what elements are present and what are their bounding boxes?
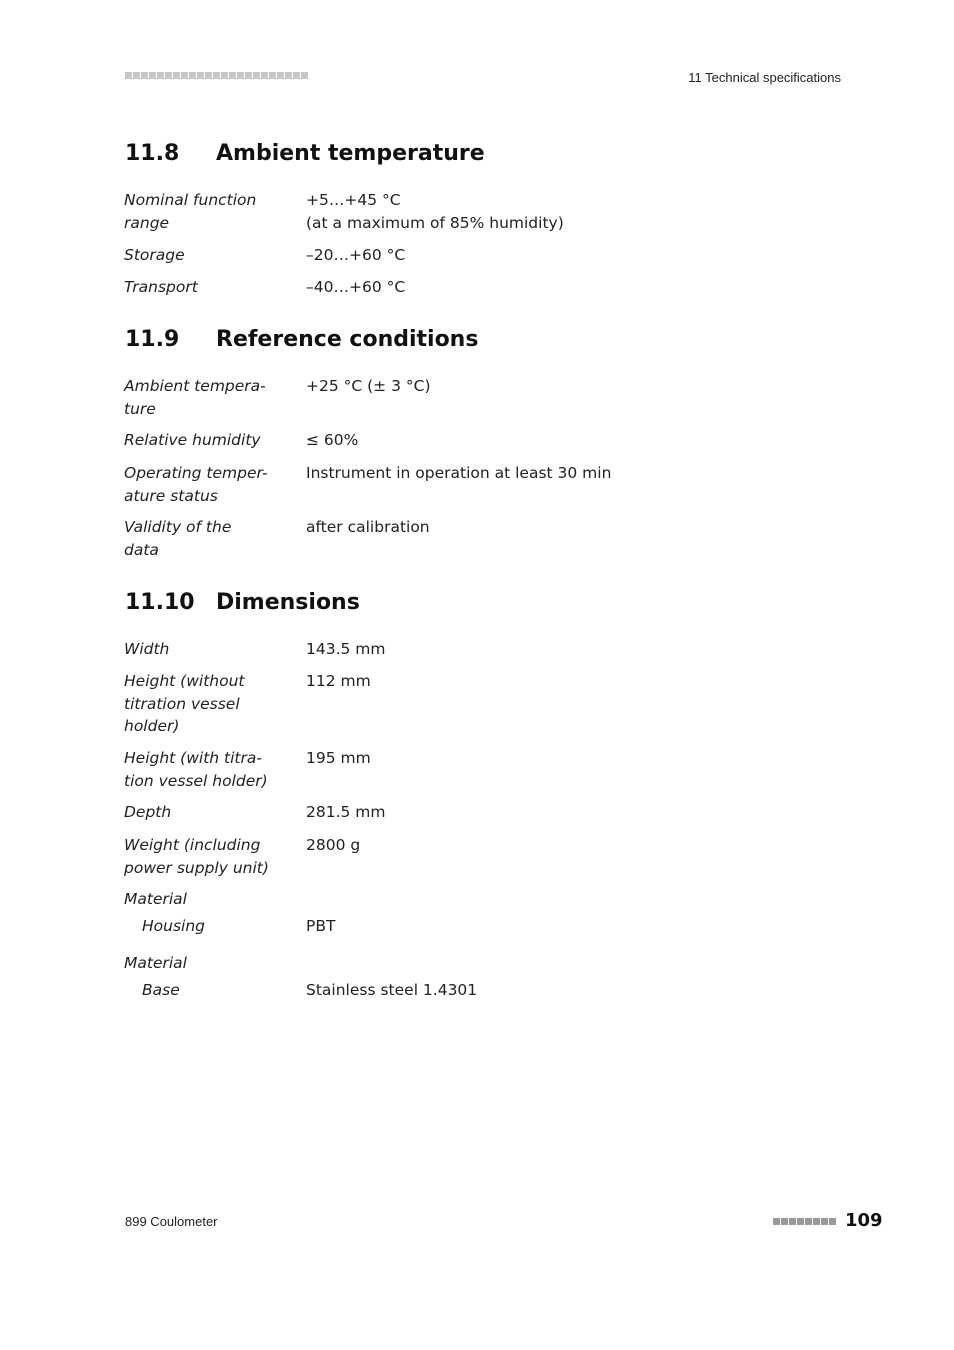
spec-label: Validity of the data [124, 518, 232, 559]
spec-label: Ambient tempera- ture [124, 377, 266, 418]
page-number: 109 [845, 1210, 883, 1231]
spec-value: after calibration [306, 518, 430, 536]
section-heading: Reference conditions [216, 327, 479, 352]
footer-decoration [773, 1218, 836, 1225]
spec-value: Instrument in operation at least 30 min [306, 464, 612, 482]
spec-value: 2800 g [306, 836, 361, 854]
header-decoration [125, 72, 308, 79]
spec-label: Material [124, 954, 187, 972]
spec-label: Height (without titration vessel holder) [124, 672, 245, 735]
spec-value: –20…+60 °C [306, 246, 406, 264]
section-number: 11.10 [125, 590, 195, 615]
section-heading: Ambient temperature [216, 141, 485, 166]
spec-value: PBT [306, 917, 336, 935]
spec-value: +25 °C (± 3 °C) [306, 377, 431, 395]
spec-value: –40…+60 °C [306, 278, 406, 296]
spec-value: 143.5 mm [306, 640, 386, 658]
section-number: 11.9 [125, 327, 180, 352]
section-number: 11.8 [125, 141, 180, 166]
section-title-reference-conditions [125, 327, 478, 352]
spec-value: ≤ 60% [306, 431, 359, 449]
spec-label: Nominal function range [124, 191, 257, 232]
spec-label: Operating temper- ature status [124, 464, 268, 505]
spec-label: Transport [124, 278, 198, 296]
spec-sublabel: Housing [142, 917, 206, 935]
spec-label: Storage [124, 246, 185, 264]
spec-label: Weight (including power supply unit) [124, 836, 269, 877]
spec-value: 112 mm [306, 672, 371, 690]
spec-label: Depth [124, 803, 172, 821]
spec-label: Material [124, 890, 187, 908]
spec-sublabel: Base [142, 981, 180, 999]
spec-value: 281.5 mm [306, 803, 386, 821]
section-title-ambient-temperature [125, 141, 485, 166]
spec-value: +5…+45 °C (at a maximum of 85% humidity) [306, 191, 564, 232]
spec-value: Stainless steel 1.4301 [306, 981, 478, 999]
spec-label: Width [124, 640, 170, 658]
spec-label: Relative humidity [124, 431, 261, 449]
spec-value: 195 mm [306, 749, 371, 767]
section-heading: Dimensions [216, 590, 360, 615]
chapter-header: 11 Technical specifications [688, 70, 841, 85]
section-title-dimensions [125, 590, 360, 615]
spec-label: Height (with titra- tion vessel holder) [124, 749, 268, 790]
footer-product-name: 899 Coulometer [125, 1214, 218, 1229]
